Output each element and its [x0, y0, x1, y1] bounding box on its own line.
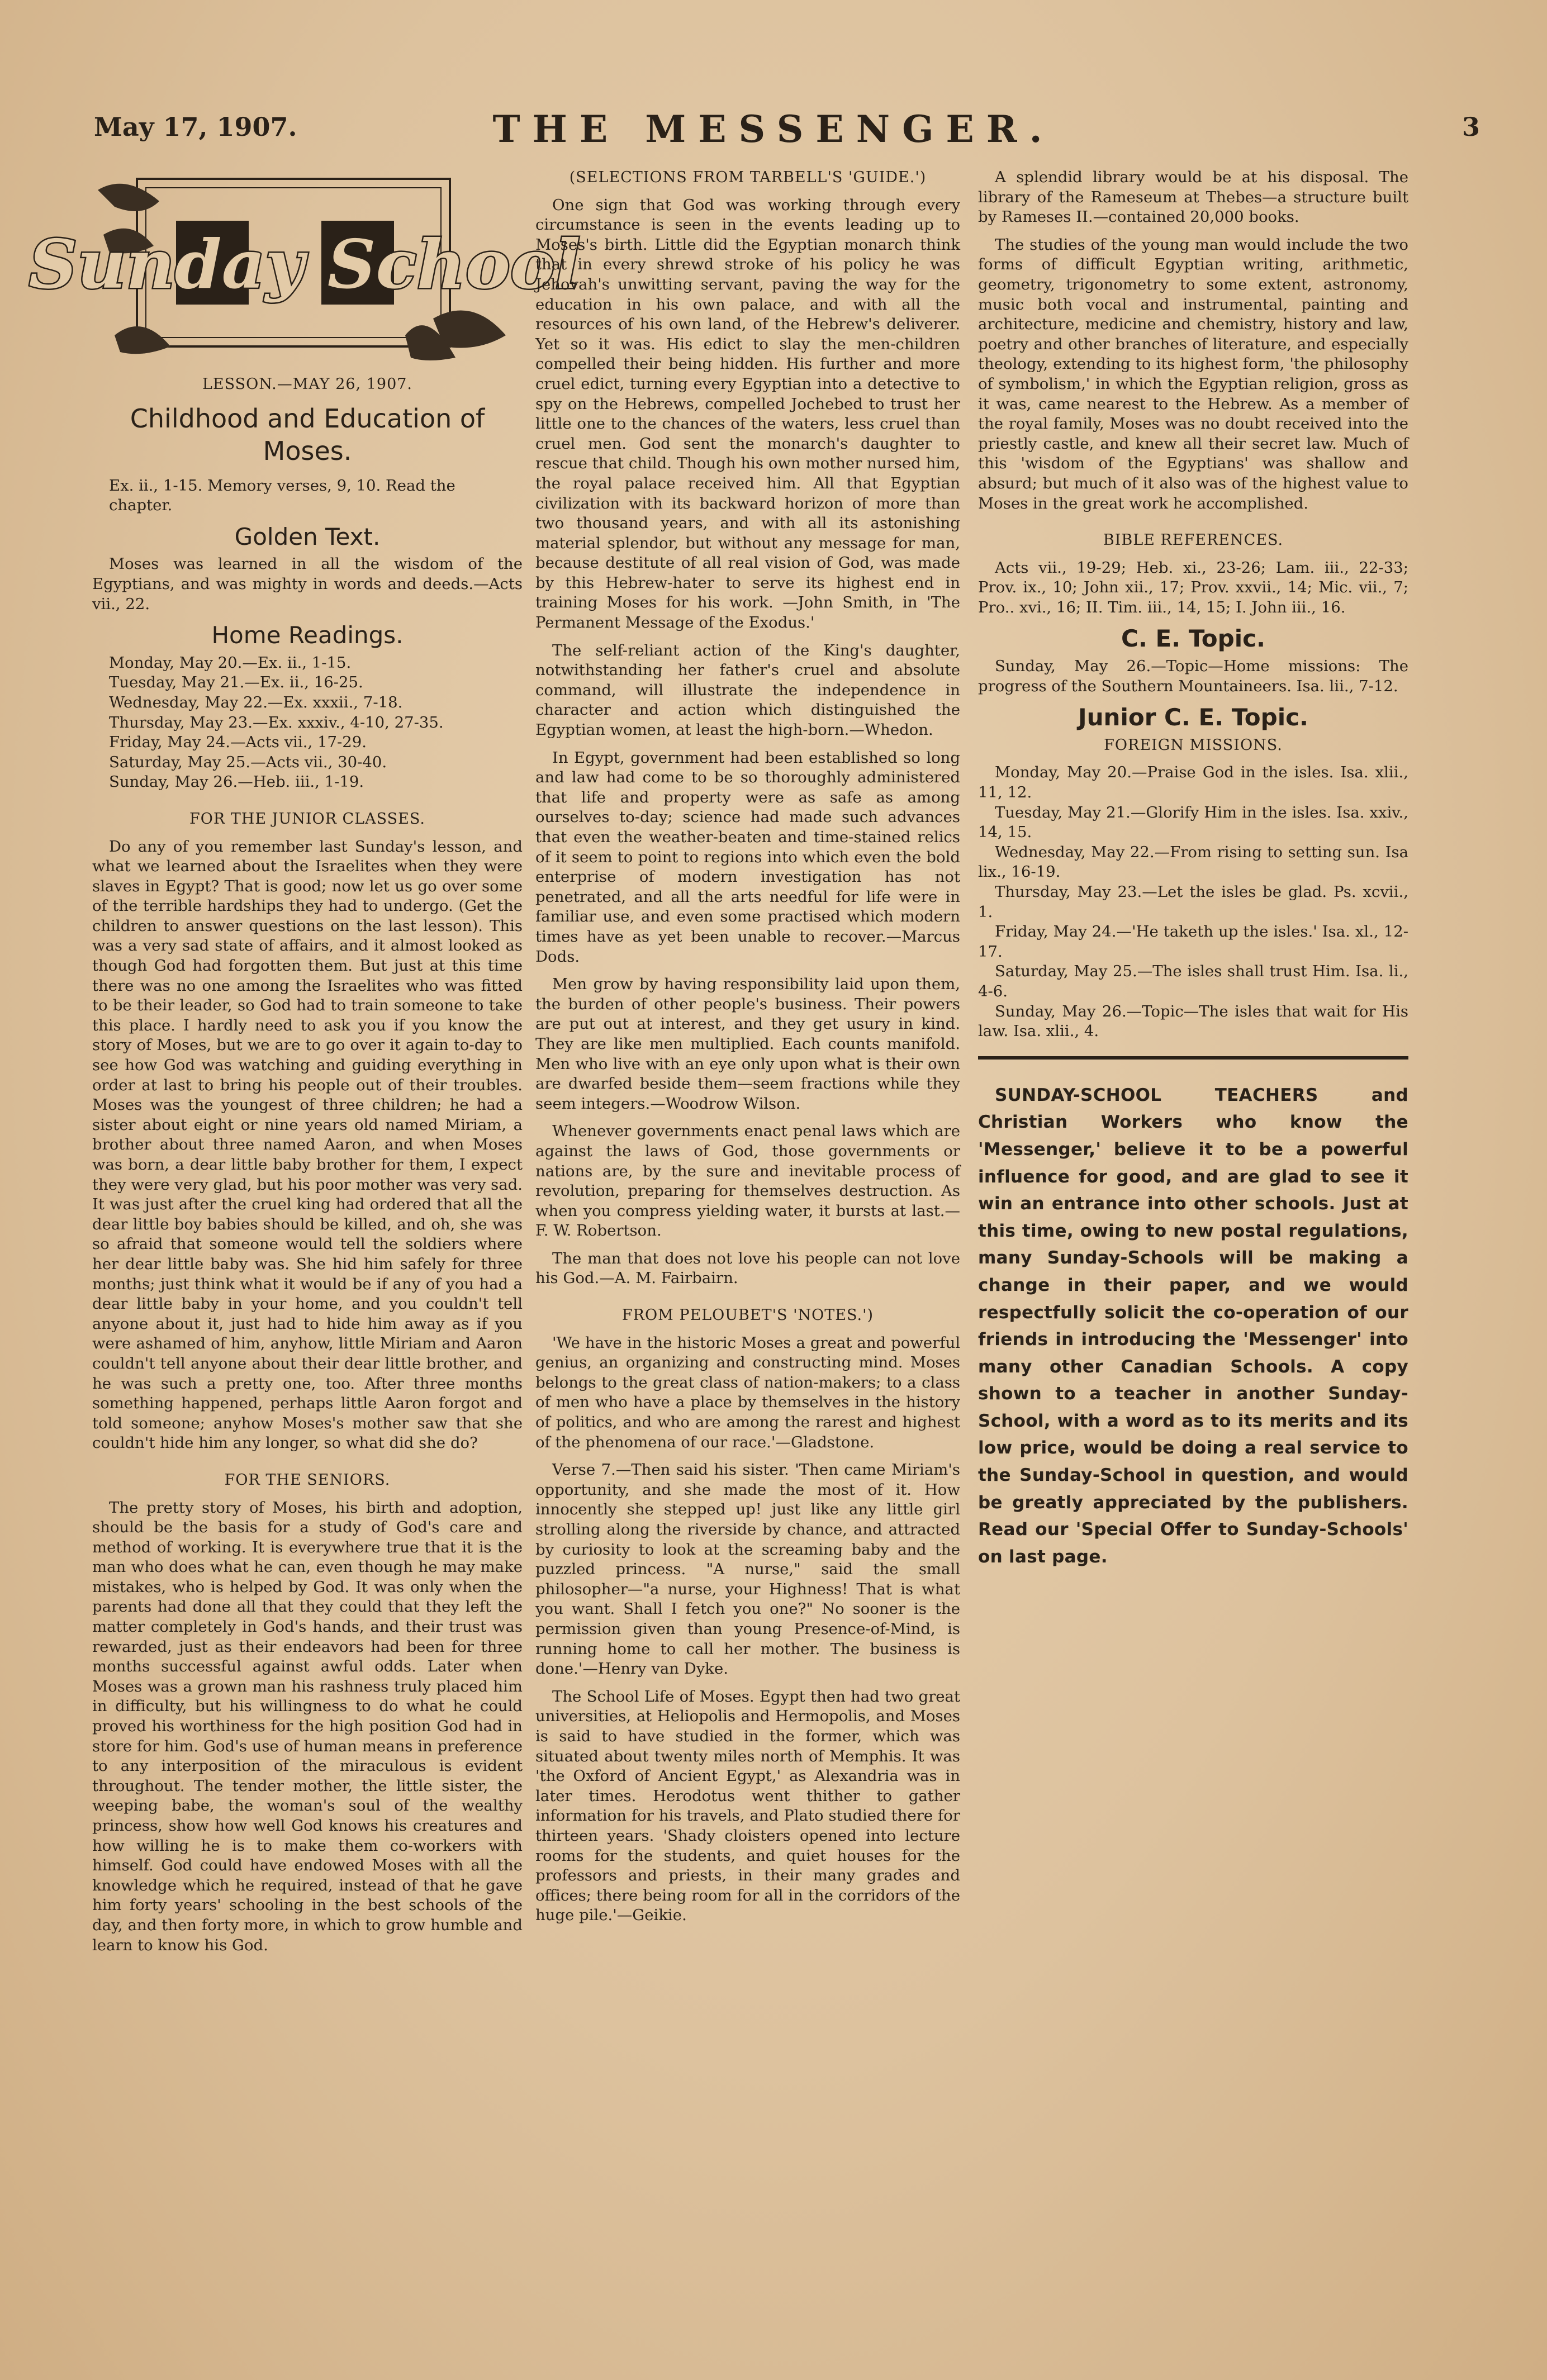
junior-ce-item: Sunday, May 26.—Topic—The isles that wait for His law. Isa. xlii., 4.	[978, 1002, 1408, 1041]
masthead: THE MESSENGER.	[492, 107, 1055, 151]
junior-ce-topic-heading: Junior C. E. Topic.	[1078, 704, 1308, 731]
peloubet-paragraph: The studies of the young man would include the two forms of difficult Egyptian writing, arithmetic, geometry, trigonometry to some extent, astronomy, music both vocal and instrumental, painting and architecture, medicine and chemistry, history and law, poetry and other branches of literature, and especially theology, extending to its highest form, 'the philosophy of symbolism,' in which the Egyptian religion, gross as it was, came nearest to the Hebrew. As a member of the royal family, Moses was no doubt received into the priestly castle, and knew all their secret law. Much of this 'wisdom of the Egyptians' was shallow and absurd; but much of it also was of the highest value to Moses in the great work he accomplished.	[978, 235, 1408, 512]
tarbell-paragraph: Whenever governments enact penal laws which are against the laws of God, those governments or nations are, by the sure and inevitable process of revolution, preparing for themselves destruction. As when you compress yielding water, it bursts at last.—F. W. Robertson.	[535, 1122, 960, 1240]
peloubet-paragraph: 'We have in the historic Moses a great and powerful genius, an organizing and constructing mind. Moses belongs to the great class of nation-makers; to a class of men who have a place by themselves in the history of politics, and who are among the rarest and highest of the phenomena of our race.'—Gladstone.	[535, 1333, 960, 1451]
sunday-school-logo-art	[29, 168, 581, 369]
tarbell-paragraph: The man that does not love his people can not love his God.—A. M. Fairbairn.	[535, 1249, 960, 1288]
tarbell-paragraph: One sign that God was working through every circumstance is seen in the events leading up to Moses's birth. Little did the Egyptian monarch think that in every shrewd stroke of his policy he was Jehovah's unwitting servant, paving the way for the education in his own palace, and with all the resources of his own land, of the Hebrew's deliverer. Yet so it was. His edict to slay the men-children compelled their being hidden. His further and more cruel edict, turning every Egyptian into a detective to spy on the Hebrews, compelled Jochebed to trust her little one to the chances of the waters, less cruel than cruel men. God sent the monarch's daughter to rescue that child. Though his own mother nursed him, the royal palace received him. All that Egyptian civilization with its backward horizon of more than two thousand years, and with all its astonishing material splendor, but without any message for man, because destitute of all real vision of God, was made by this Hebrew-hater to serve its highest end in training Moses for his work. —John Smith, in 'The Permanent Message of the Exodus.'	[535, 196, 960, 632]
logo-text: Sunday School	[29, 225, 581, 304]
bible-references-text: Acts vii., 19-29; Heb. xi., 23-26; Lam. iii., 22-33; Prov. ix., 10; John xii., 17; Prov. xxvii., 14; Mic. vii., 7; Pro.. xvi., 16; II. Tim. iii., 14, 15; I. John iii., 16.	[978, 558, 1408, 616]
home-reading-item: Saturday, May 25.—Acts vii., 30-40.	[109, 753, 387, 771]
tarbell-heading: (SELECTIONS FROM TARBELL'S 'GUIDE.')	[569, 169, 927, 186]
home-reading-item: Wednesday, May 22.—Ex. xxxii., 7-18.	[109, 693, 403, 711]
junior-ce-item: Friday, May 24.—'He taketh up the isles.' Isa. xl., 12-17.	[978, 923, 1408, 961]
sunday-school-advert: SUNDAY-SCHOOL TEACHERS and Christian Workers who know the 'Messenger,' believe it to be a powerful influence for good, and are glad to see it win an entrance into other schools. Just at this time, owing to new postal regulations, many Sunday-Schools will be making a change in their paper, and we would respectfully solicit the co-operation of our friends in introducing the 'Messenger' into many other Canadian Schools. A copy shown to a teacher in another Sunday-School, with a word as to its merits and its low price, would be doing a real service to the Sunday-School in question, and would be greatly appreciated by the publishers. Read our 'Special Offer to Sunday-Schools' on last page.	[978, 1085, 1408, 1567]
home-reading-item: Thursday, May 23.—Ex. xxxiv., 4-10, 27-35.	[109, 713, 444, 731]
column-2	[535, 168, 960, 2224]
peloubet-paragraph: Verse 7.—Then said his sister. 'Then came Miriam's opportunity, and she made the most of it. How innocently she stepped up! just like any little girl strolling along the riverside by chance, and attracted by curiosity to look at the screaming baby and the puzzled princess. "A nurse," said the small philosopher—"a nurse, your Highness! That is what you want. Shall I fetch you one?" No sooner is the permission given than young Presence-of-Mind, is running home to call her mother. The business is done.'—Henry van Dyke.	[535, 1461, 960, 1678]
sunday-school-logo	[29, 168, 581, 369]
junior-classes-heading: FOR THE JUNIOR CLASSES.	[189, 810, 425, 828]
home-reading-item: Monday, May 20.—Ex. ii., 1-15.	[109, 653, 352, 672]
section-divider	[978, 1056, 1408, 1060]
home-readings-heading: Home Readings.	[211, 621, 404, 649]
golden-text-heading: Golden Text.	[234, 522, 381, 550]
home-reading-item: Sunday, May 26.—Heb. iii., 1-19.	[109, 773, 364, 791]
column-3	[978, 168, 1408, 2224]
home-reading-item: Friday, May 24.—Acts vii., 17-29.	[109, 733, 367, 752]
column-1	[29, 168, 581, 2224]
tarbell-paragraph: Men grow by having responsibility laid upon them, the burden of other people's business. Their powers are put out at interest, and they get usury in kind. They are like men multiplied. Each counts manifold. Men who live with an eye only upon what is their own are dwarfed beside them—seem fractions while they seem integers.—Woodrow Wilson.	[535, 975, 960, 1113]
junior-ce-item: Thursday, May 23.—Let the isles be glad. Ps. xcvii., 1.	[978, 883, 1408, 921]
junior-ce-item: Wednesday, May 22.—From rising to setting sun. Isa lix., 16-19.	[978, 843, 1408, 881]
tarbell-paragraph: In Egypt, government had been established so long and law had come to be so thoroughly administered that life and property were as safe as among ourselves to-day; science had made such advances that even the weather-beaten and time-stained relics of it seem to point to regions into which even the bold enterprise of modern investigation has not penetrated, and all the arts needful for life were in familiar use, and even some practised which modern times have as yet been unable to recover.—Marcus Dods.	[535, 748, 960, 966]
issue-date: May 17, 1907.	[94, 112, 297, 142]
home-reading-item: Tuesday, May 21.—Ex. ii., 16-25.	[109, 673, 363, 692]
foreign-missions-heading: FOREIGN MISSIONS.	[1104, 736, 1283, 754]
tarbell-paragraph: The self-reliant action of the King's daughter, notwithstanding her father's cruel and absolute command, will illustrate the independence in character and action which distinguished the Egyptian women, at least the high-born.—Whedon.	[535, 641, 960, 739]
junior-classes-text: Do any of you remember last Sunday's lesson, and what we learned about the Israelites when they were slaves in Egypt? That is good; now let us go over some of the terrible hardships they had to undergo. (Get the children to answer questions on the last lesson). This was a very sad state of affairs, and it almost looked as though God had forgotten them. But just at this time there was no one among the Israelites who was fitted to be their leader, so God had to train someone to take this place. I hardly need to ask you if you know the story of Moses, but we are to go over it again to-day to see how God was watching and guiding everything in order at last to bring his people out of their troubles. Moses was the youngest of three children; he had a sister about eight or nine years old named Miriam, a brother about three named Aaron, and when Moses was born, a dear little baby brother for them, I expect they were very glad, but his poor mother was very sad. It was just after the cruel king had ordered that all the dear little boy babies should be killed, and oh, she was so afraid that someone would tell the soldiers where her dear little baby was. She hid him safely for three months; just think what it would be if any of you had a dear little baby in your home, and you couldn't tell anyone about it, just had to hide him away as if you were ashamed of him, anyhow, little Miriam and Aaron couldn't tell anyone about their dear little brother, and he was such a pretty one, too. After three months something happened, perhaps little Aaron forgot and told someone; anyhow Moses's mother saw that she couldn't hide him any longer, so what did she do?	[92, 837, 523, 1452]
lesson-reference: Ex. ii., 1-15. Memory verses, 9, 10. Read the chapter.	[109, 476, 455, 515]
ce-topic-text: Sunday, May 26.—Topic—Home missions: The progress of the Southern Mountaineers. Isa. lii., 7-12.	[978, 657, 1408, 695]
seniors-heading: FOR THE SENIORS.	[224, 1471, 391, 1489]
peloubet-paragraph: A splendid library would be at his disposal. The library of the Rameseum at Thebes—a structure built by Rameses II.—contained 20,000 books.	[978, 168, 1408, 226]
junior-ce-item: Tuesday, May 21.—Glorify Him in the isles. Isa. xxiv., 14, 15.	[978, 803, 1408, 842]
seniors-text: The pretty story of Moses, his birth and adoption, should be the basis for a study of God's care and method of working. It is everywhere true that it is the man who does what he can, even though he may make mistakes, who is helped by God. It was only when the parents had done all that they could that they left the matter completely in God's hands, and their trust was rewarded, just as their endeavors had been for three months successful against awful odds. Later when Moses was a grown man his rashness truly placed him in difficulty, but his willingness to do what he could proved his worthiness for the high position God had in store for him. God's use of human means in preference to any interposition of the miraculous is evident throughout. The tender mother, the little sister, the weeping babe, the woman's soul of the wealthy princess, show how well God knows his creatures and how willing he is to make them co-workers with himself. God could have endowed Moses with all the knowledge which he required, instead of that he gave him forty years' schooling in the best schools of the day, and then forty more, in which to grow humble and learn to know his God.	[92, 1498, 523, 1954]
bible-references-heading: BIBLE REFERENCES.	[1103, 531, 1284, 549]
peloubet-paragraph: The School Life of Moses. Egypt then had two great universities, at Heliopolis and Hermopolis, and Moses is said to have studied in the former, which was situated about twenty miles north of Memphis. It was 'the Oxford of Ancient Egypt,' as Alexandria was in later times. Herodotus went thither to gather information for his travels, and Plato studied there for thirteen years. 'Shady cloisters opened into lecture rooms for the students, and quiet houses for the professors and priests, in their many grades and offices; there being room for all in the corridors of the huge pile.'—Geikie.	[535, 1687, 960, 1925]
golden-text: Moses was learned in all the wisdom of the Egyptians, and was mighty in words and deeds.—Acts vii., 22.	[92, 555, 523, 613]
page-number: 3	[1461, 112, 1480, 142]
junior-ce-list	[978, 763, 1408, 1041]
junior-ce-item: Saturday, May 25.—The isles shall trust Him. Isa. li., 4-6.	[978, 962, 1408, 1000]
home-readings-list	[92, 653, 523, 792]
peloubet-heading: FROM PELOUBET'S 'NOTES.')	[621, 1307, 874, 1324]
lesson-label: LESSON.—MAY 26, 1907.	[202, 376, 413, 393]
ce-topic-heading: C. E. Topic.	[1121, 625, 1265, 653]
lesson-title: Childhood and Education of Moses.	[130, 403, 485, 466]
junior-ce-item: Monday, May 20.—Praise God in the isles. Isa. xlii., 11, 12.	[978, 763, 1408, 802]
